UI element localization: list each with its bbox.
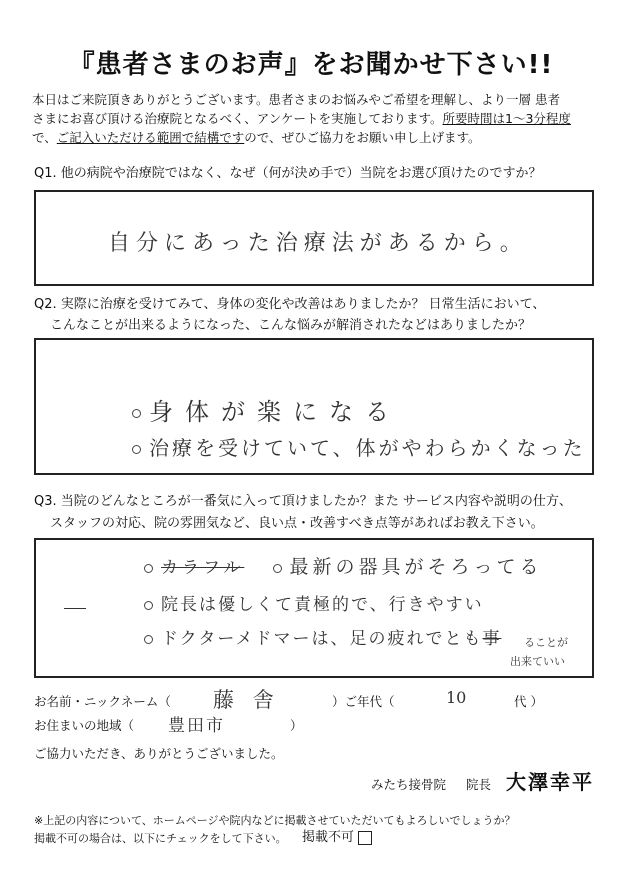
intro-text (32, 90, 592, 147)
area-close: ） (290, 718, 303, 733)
footer-note-1: ※上記の内容について、ホームページや院内などに掲載させていただいてもよろしいでしょうか？ (34, 814, 516, 827)
dash-mark (64, 608, 86, 609)
name-value[interactable]: 藤 舎 (213, 688, 280, 712)
area-value[interactable]: 豊田市 (168, 716, 225, 736)
bullet-circle-icon (144, 635, 153, 644)
publish-refusal[interactable] (302, 826, 372, 845)
q2-answer-line-1: 身体が楽になる (132, 392, 401, 427)
q1-answer-box[interactable] (34, 190, 594, 286)
intro-time-note: 所要時間は1～3分程度 (442, 111, 571, 126)
q3-answer-box[interactable] (34, 538, 594, 678)
bullet-circle-icon (273, 564, 282, 573)
q3-answer-line-2: 院長は優しくて責極的で、行きやすい (144, 590, 484, 615)
publish-refusal-label: 掲載不可 (302, 830, 355, 845)
q3-answer-line-1: カラフル 最新の器具がそろってる (144, 552, 543, 579)
q1-answer: 自分にあった治療法があるから。 (108, 231, 528, 256)
intro-line-1: 本日はご来院頂きありがとうございます。患者さまのお悩みやご希望を理解し、より一層 患者 (32, 92, 560, 107)
name-label: お名前・ニックネーム（ (34, 694, 171, 709)
q2-question-line-2: こんなことが出来るようになった、こんな悩みが解消されたなどはありましたか？ (50, 318, 532, 333)
footer-note-2: 掲載不可の場合は、以下にチェックをして下さい。 (34, 832, 287, 845)
publish-refusal-checkbox[interactable] (358, 831, 372, 845)
q2-answer-line-2: 治療を受けていて、体がやわらかくなった (132, 432, 586, 461)
q3-struck-word: カラフル (161, 558, 245, 578)
intro-line-2: さまにお喜び頂ける治療院となるべく、アンケートを実施しております。所要時間は1～3分程度 (32, 111, 571, 126)
q3-question-line-2: スタッフの対応、院の雰囲気など、良い点・改善すべき点等があればお教え下さい。 (50, 516, 544, 531)
thanks-text: ご協力いただき、ありがとうございました。 (34, 746, 284, 761)
area-label: お住まいの地域（ (34, 718, 135, 733)
bullet-circle-icon (132, 409, 141, 418)
age-suffix: 代 ） (514, 694, 543, 709)
bullet-circle-icon (132, 445, 141, 454)
page-title: 『患者さまのお声』をお聞かせ下さい!! (68, 50, 554, 80)
clinic-role: 院長 (466, 777, 492, 792)
q3-answer-line-3: ドクターメドマーは、足の疲れでとも事 (144, 624, 501, 649)
q3-question-line-1: Q3. 当院のどんなところが一番気に入って頂けましたか？また サービス内容や説明の仕方、 (34, 494, 572, 509)
bullet-circle-icon (144, 564, 153, 573)
q2-answer-box[interactable] (34, 338, 594, 475)
age-label: ）ご年代（ (332, 694, 395, 709)
q3-answer-tail-1: ることが (524, 636, 568, 649)
clinic-name: みたち接骨院 (371, 777, 447, 792)
q1-question: Q1. 他の病院や治療院ではなく、なぜ（何が決め手で）当院をお選び頂けたのですか？ (34, 166, 542, 181)
q3-answer-tail-2: 出来ていい (510, 655, 565, 668)
q2-question-line-1: Q2. 実際に治療を受けてみて、身体の変化や改善はありましたか？ 日常生活において、 (34, 297, 546, 312)
bullet-circle-icon (144, 601, 153, 610)
intro-line-3: で、ご記入いただける範囲で結構ですので、ぜひご協力をお願い申し上げます。 (32, 130, 481, 145)
intro-range-note: ご記入いただける範囲で結構です (56, 130, 245, 145)
clinic-director: 大澤幸平 (506, 770, 594, 794)
age-value[interactable]: 10 (446, 688, 467, 707)
